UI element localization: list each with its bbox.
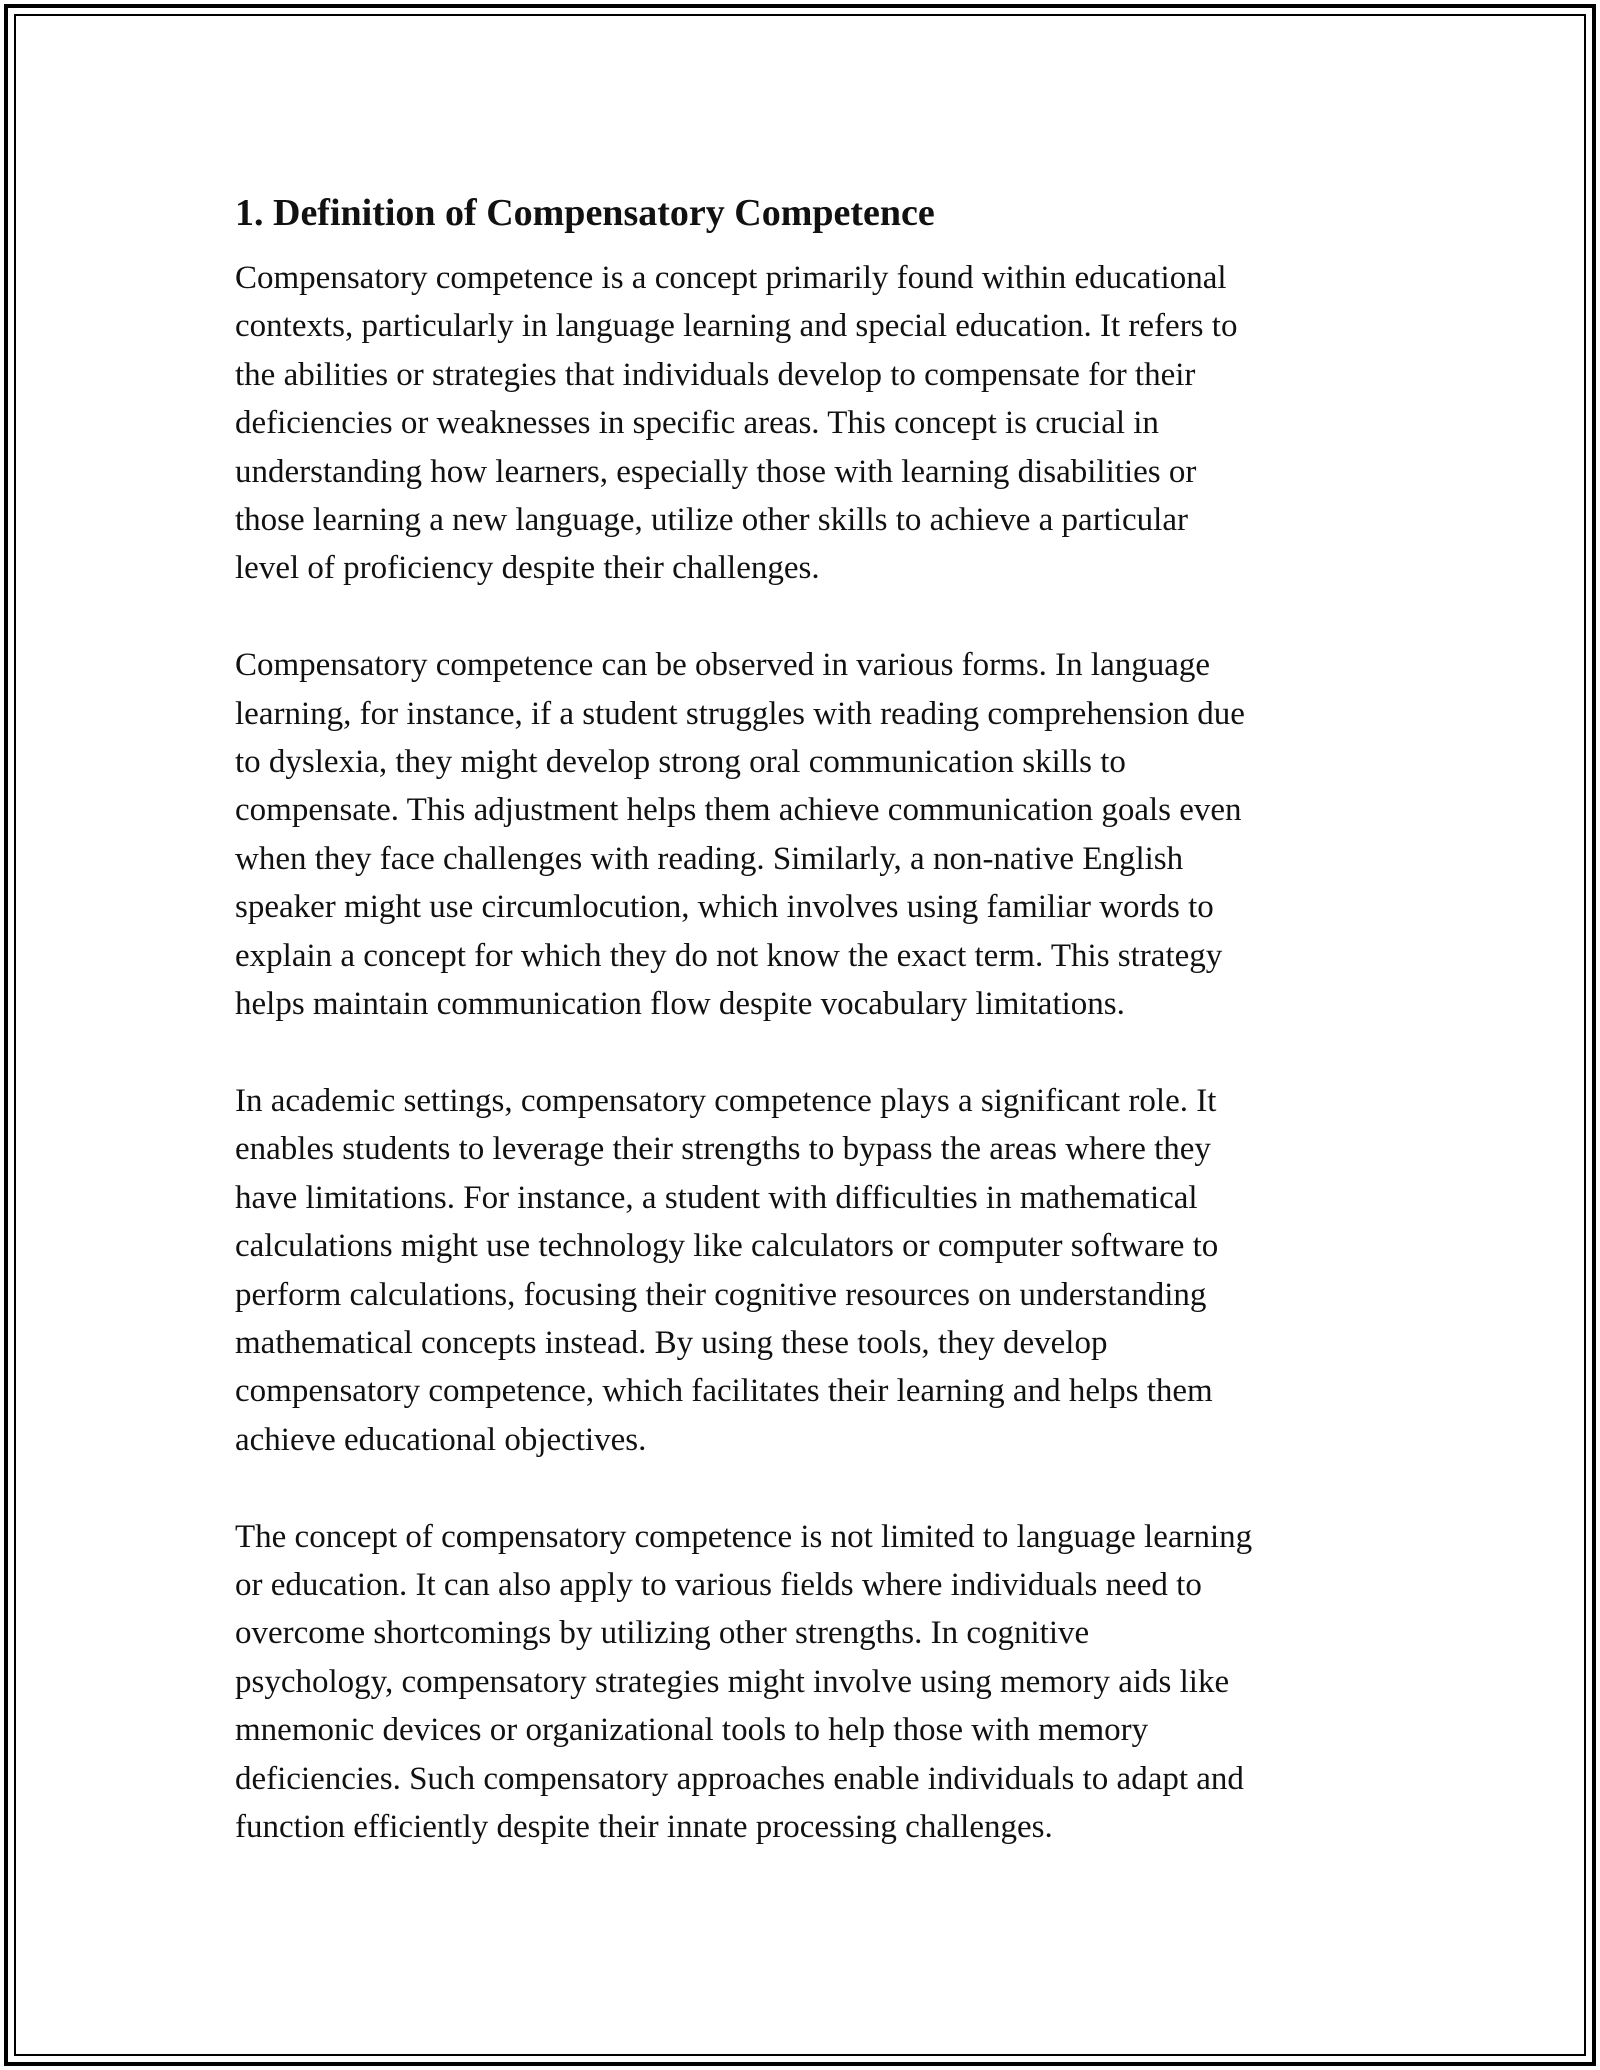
text-line: Compensatory competence can be observed in various forms. In language [235,647,1211,684]
text-line: enables students to leverage their strengths to bypass the areas where they [235,1131,1211,1168]
text-line: psychology, compensatory strategies might involve using memory aids like [235,1663,1230,1700]
text-line: contexts, particularly in language learning and special education. It refers to [235,308,1238,345]
text-line: mnemonic devices or organizational tools to help those with memory [235,1712,1149,1749]
text-line: function efficiently despite their innate processing challenges. [235,1808,1053,1845]
text-line: calculations might use technology like calculators or computer software to [235,1228,1219,1265]
text-line: mathematical concepts instead. By using these tools, they develop [235,1324,1108,1361]
paragraph-forms [235,641,1375,1028]
text-line: those learning a new language, utilize other skills to achieve a particular [235,502,1188,539]
text-line: In academic settings, compensatory competence plays a significant role. It [235,1082,1217,1119]
text-line: compensatory competence, which facilitates their learning and helps them [235,1373,1213,1410]
text-line: or education. It can also apply to various fields where individuals need to [235,1566,1202,1603]
text-line: to dyslexia, they might develop strong oral communication skills to [235,744,1126,781]
paragraph-academic-settings [235,1077,1375,1464]
text-line: perform calculations, focusing their cognitive resources on understanding [235,1276,1207,1313]
text-line: achieve educational objectives. [235,1421,647,1458]
text-line: learning, for instance, if a student struggles with reading comprehension due [235,695,1245,732]
text-line: overcome shortcomings by utilizing other strengths. In cognitive [235,1615,1090,1652]
text-line: when they face challenges with reading. Similarly, a non-native English [235,840,1184,877]
text-line: the abilities or strategies that individuals develop to compensate for their [235,356,1196,393]
text-line: speaker might use circumlocution, which involves using familiar words to [235,889,1214,926]
text-line: understanding how learners, especially those with learning disabilities or [235,453,1197,490]
text-line: deficiencies or weaknesses in specific areas. This concept is crucial in [235,405,1159,442]
document-body [235,183,1375,1900]
paragraph-other-fields [235,1513,1375,1852]
text-line: The concept of compensatory competence is not limited to language learning [235,1518,1253,1555]
section-heading: 1. Definition of Compensatory Competence [235,192,935,234]
text-line: level of proficiency despite their challenges. [235,550,820,587]
text-line: Compensatory competence is a concept primarily found within educational [235,260,1227,296]
text-line: explain a concept for which they do not know the exact term. This strategy [235,937,1223,974]
paragraph-definition [235,254,1375,593]
text-line: have limitations. For instance, a student with difficulties in mathematical [235,1179,1198,1216]
text-line: compensate. This adjustment helps them achieve communication goals even [235,792,1242,829]
text-line: helps maintain communication flow despite vocabulary limitations. [235,986,1125,1023]
text-line: deficiencies. Such compensatory approaches enable individuals to adapt and [235,1760,1244,1797]
